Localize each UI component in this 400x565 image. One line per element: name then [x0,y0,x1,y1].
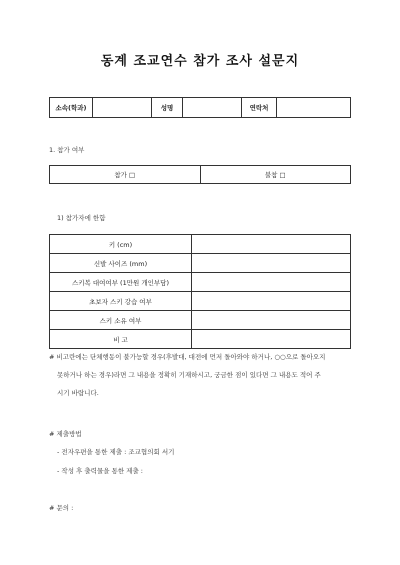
row-value-remarks[interactable] [192,330,351,349]
participants-only-heading: 1) 참가자에 한함 [57,214,106,222]
table-row [50,254,351,273]
row-label-remarks: 비 고 [50,330,192,349]
absent-label: 불참 [264,171,278,179]
remarks-note-line: # 비고란에는 단체행동이 불가능할 경우(후발대, 대전에 먼저 돌아와야 하거나, ○○으로 돌아오지 [49,353,326,361]
affiliation-field[interactable] [93,98,152,118]
attend-option[interactable] [50,166,201,184]
absent-checkbox[interactable]: □ [279,171,286,179]
attend-checkbox[interactable]: □ [128,171,136,179]
inquiry-label: # 문의 : [49,504,74,512]
row-label-beginner-lesson: 초보자 스키 강습 여부 [50,292,192,311]
submission-heading: # 제출방법 [49,430,82,438]
submission-print-item: - 작성 후 출력물을 통한 제출 : [57,467,144,475]
row-value-ski-wear-rental[interactable] [192,273,351,292]
contact-label: 연락처 [242,98,277,118]
submission-email-item: - 전자우편을 통한 제출 : 조교협의회 서기 [57,448,175,456]
name-field[interactable] [183,98,242,118]
remarks-note [49,348,354,402]
remarks-note-line: 시기 바랍니다. [57,389,99,397]
row-label-ski-wear-rental: 스키복 대여여부 (1만원 개인부담) [50,273,192,292]
table-row [50,311,351,330]
attend-label: 참가 [114,171,127,179]
row-label-shoe-size: 신발 사이즈 (mm) [50,254,192,273]
name-label: 성명 [152,98,183,118]
affiliation-label: 소속(학과) [50,98,93,118]
table-row [50,292,351,311]
row-value-shoe-size[interactable] [192,254,351,273]
row-value-beginner-lesson[interactable] [192,292,351,311]
row-label-ski-ownership: 스키 소유 여부 [50,311,192,330]
remarks-note-line: 못하거나 하는 경우)라면 그 내용을 정확히 기재하시고, 궁금한 점이 있다면 그 내용도 적어 주 [57,371,321,379]
row-value-ski-ownership[interactable] [192,311,351,330]
table-row [50,235,351,254]
page-title: 동계 조교연수 참가 조사 설문지 [100,54,300,69]
row-value-height[interactable] [192,235,351,254]
contact-field[interactable] [277,98,351,118]
table-row [50,273,351,292]
row-label-height: 키 (cm) [50,235,192,254]
table-row [50,330,351,349]
attendance-table [49,165,351,184]
participant-detail-table [49,234,351,349]
absent-option[interactable] [200,166,351,184]
section-attendance-heading: 1. 참가 여부 [49,146,85,154]
applicant-info-table [49,97,351,118]
